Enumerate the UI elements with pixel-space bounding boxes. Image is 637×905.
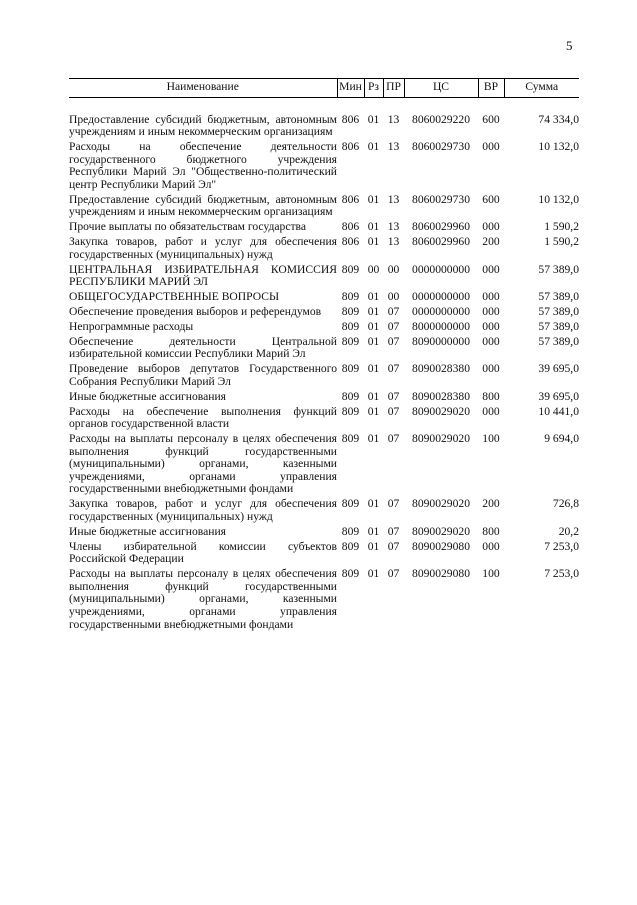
row-min: 809 <box>341 362 360 376</box>
row-rz: 01 <box>367 497 380 511</box>
row-vr: 600 <box>482 192 500 206</box>
row-rz: 01 <box>367 404 380 418</box>
row-sum: 10 441,0 <box>538 404 579 418</box>
row-vr: 100 <box>482 432 500 446</box>
table-header-row <box>69 79 579 98</box>
row-pr: 07 <box>387 362 400 376</box>
row-cs: 8090029080 <box>412 539 470 553</box>
header-rz: Рз <box>364 79 383 98</box>
row-pr: 07 <box>387 497 400 511</box>
row-min: 809 <box>341 432 360 446</box>
table-row <box>69 97 579 141</box>
row-vr: 200 <box>482 235 500 249</box>
row-name: Расходы на обеспечение выполнения функций органов государственной власти <box>69 404 337 431</box>
row-min: 809 <box>341 389 360 403</box>
row-vr: 000 <box>482 304 500 318</box>
row-pr: 07 <box>387 389 400 403</box>
row-sum: 57 389,0 <box>538 304 579 318</box>
header-cs: ЦС <box>404 79 478 98</box>
row-min: 806 <box>341 220 360 234</box>
row-vr: 000 <box>482 140 500 154</box>
row-name: Предоставление субсидий бюджетным, автономным учреждениям и иным некоммерческим организациям <box>69 192 337 219</box>
row-pr: 13 <box>387 192 400 206</box>
row-vr: 800 <box>482 524 500 538</box>
row-min: 809 <box>341 334 360 348</box>
row-min: 809 <box>341 304 360 318</box>
row-vr: 200 <box>482 497 500 511</box>
row-rz: 01 <box>367 235 380 249</box>
header-pr: ПР <box>383 79 404 98</box>
row-vr: 000 <box>482 220 500 234</box>
row-rz: 01 <box>367 567 380 581</box>
row-cs: 8090029080 <box>412 567 470 581</box>
row-min: 806 <box>341 112 360 126</box>
table-row <box>69 291 579 306</box>
row-vr: 000 <box>482 319 500 333</box>
table-row <box>69 406 579 433</box>
row-name: Закупка товаров, работ и услуг для обеспечения государственных (муниципальных) нужд <box>69 235 337 261</box>
row-rz: 01 <box>367 524 380 538</box>
table-row <box>69 433 579 498</box>
row-name: ОБЩЕГОСУДАРСТВЕННЫЕ ВОПРОСЫ <box>69 290 280 304</box>
row-vr: 000 <box>482 539 500 553</box>
row-cs: 8090029020 <box>412 524 470 538</box>
table-row <box>69 336 579 363</box>
row-min: 809 <box>341 404 360 418</box>
row-sum: 57 389,0 <box>538 319 579 333</box>
row-pr: 07 <box>387 334 400 348</box>
row-cs: 8090029020 <box>412 432 470 446</box>
row-rz: 01 <box>367 304 380 318</box>
row-name: Расходы на выплаты персоналу в целях обеспечения выполнения функций государственными (муниципальными) органами, казенными учреждениями, органами управления государственными внебюджетными фондами <box>69 432 337 496</box>
row-min: 809 <box>341 567 360 581</box>
page-number: 5 <box>566 38 573 53</box>
row-rz: 01 <box>367 319 380 333</box>
row-sum: 39 695,0 <box>538 389 579 403</box>
row-rz: 00 <box>367 262 380 276</box>
row-sum: 57 389,0 <box>538 290 579 304</box>
row-name: Обеспечение деятельности Центральной избирательной комиссии Республики Марий Эл <box>69 334 337 361</box>
row-sum: 57 389,0 <box>538 262 579 276</box>
header-vr: ВР <box>478 79 504 98</box>
row-pr: 07 <box>387 432 400 446</box>
row-min: 809 <box>341 262 360 276</box>
table-row <box>69 194 579 221</box>
row-name: Расходы на обеспечение деятельности государственного бюджетного учреждения Республики Марий Эл "Общественно-политический центр Республики Марий Эл" <box>69 140 337 191</box>
row-min: 809 <box>341 290 360 304</box>
header-min: Мин <box>337 79 364 98</box>
row-name: Иные бюджетные ассигнования <box>69 524 226 538</box>
table-row <box>69 526 579 541</box>
row-min: 806 <box>341 192 360 206</box>
row-rz: 01 <box>367 290 380 304</box>
row-pr: 07 <box>387 539 400 553</box>
row-sum: 726,8 <box>552 497 579 511</box>
row-cs: 8090029020 <box>412 497 470 511</box>
row-cs: 8060029730 <box>412 140 470 154</box>
row-cs: 0000000000 <box>412 290 470 304</box>
row-cs: 8090000000 <box>412 334 470 348</box>
row-name: Расходы на выплаты персоналу в целях обеспечения выполнения функций государственными (муниципальными) органами, казенными учреждениями, органами управления государственными внебюджетными фондами <box>69 567 337 631</box>
row-min: 809 <box>341 539 360 553</box>
row-vr: 000 <box>482 362 500 376</box>
table-row <box>69 498 579 525</box>
row-pr: 07 <box>387 567 400 581</box>
row-name: Обеспечение проведения выборов и референдумов <box>69 304 322 318</box>
table-row <box>69 306 579 321</box>
row-sum: 10 132,0 <box>538 192 579 206</box>
row-min: 806 <box>341 235 360 249</box>
table-row <box>69 236 579 263</box>
row-name: Предоставление субсидий бюджетным, автономным учреждениям и иным некоммерческим организациям <box>69 112 337 139</box>
row-cs: 0000000000 <box>412 262 470 276</box>
table-row <box>69 391 579 406</box>
row-sum: 10 132,0 <box>538 140 579 154</box>
row-min: 809 <box>341 524 360 538</box>
row-vr: 600 <box>482 112 500 126</box>
header-sum: Сумма <box>504 79 579 98</box>
row-cs: 8090028380 <box>412 389 470 403</box>
row-rz: 01 <box>367 192 380 206</box>
row-sum: 57 389,0 <box>538 334 579 348</box>
row-vr: 100 <box>482 567 500 581</box>
row-rz: 01 <box>367 362 380 376</box>
row-cs: 8090029020 <box>412 404 470 418</box>
row-cs: 8060029960 <box>412 235 470 249</box>
row-pr: 00 <box>387 262 400 276</box>
row-pr: 13 <box>387 220 400 234</box>
row-rz: 01 <box>367 432 380 446</box>
row-rz: 01 <box>367 389 380 403</box>
row-sum: 7 253,0 <box>544 567 579 581</box>
row-sum: 39 695,0 <box>538 362 579 376</box>
row-pr: 13 <box>387 112 400 126</box>
row-min: 806 <box>341 140 360 154</box>
row-sum: 20,2 <box>558 524 579 538</box>
row-rz: 01 <box>367 334 380 348</box>
row-sum: 1 590,2 <box>544 220 579 234</box>
table-row <box>69 541 579 568</box>
row-name: Члены избирательной комиссии субъектов Российской Федерации <box>69 539 337 566</box>
row-vr: 000 <box>482 334 500 348</box>
header-name: Наименование <box>69 79 337 98</box>
row-sum: 7 253,0 <box>544 539 579 553</box>
row-sum: 9 694,0 <box>544 432 579 446</box>
row-name: Прочие выплаты по обязательствам государства <box>69 220 306 234</box>
row-min: 809 <box>341 497 360 511</box>
row-vr: 000 <box>482 290 500 304</box>
row-pr: 07 <box>387 319 400 333</box>
table-row <box>69 141 579 194</box>
row-pr: 00 <box>387 290 400 304</box>
table-row <box>69 264 579 291</box>
row-cs: 8060029220 <box>412 112 470 126</box>
row-name: Закупка товаров, работ и услуг для обеспечения государственных (муниципальных) нужд <box>69 497 337 523</box>
row-vr: 000 <box>482 262 500 276</box>
row-cs: 8090028380 <box>412 362 470 376</box>
row-name: Проведение выборов депутатов Государственного Собрания Республики Марий Эл <box>69 362 337 388</box>
table-row <box>69 221 579 236</box>
row-cs: 8060029960 <box>412 220 470 234</box>
row-cs: 8060029730 <box>412 192 470 206</box>
row-rz: 01 <box>367 140 380 154</box>
row-pr: 07 <box>387 404 400 418</box>
row-pr: 13 <box>387 235 400 249</box>
row-sum: 1 590,2 <box>544 235 579 249</box>
row-cs: 0000000000 <box>412 304 470 318</box>
row-sum: 74 334,0 <box>538 112 579 126</box>
row-name: Непрограммные расходы <box>69 319 194 333</box>
row-vr: 800 <box>482 389 500 403</box>
row-rz: 01 <box>367 220 380 234</box>
row-vr: 000 <box>482 404 500 418</box>
row-cs: 8000000000 <box>412 319 470 333</box>
row-min: 809 <box>341 319 360 333</box>
row-rz: 01 <box>367 112 380 126</box>
budget-table <box>69 78 579 634</box>
table-row <box>69 568 579 633</box>
row-name: Иные бюджетные ассигнования <box>69 389 226 403</box>
row-pr: 13 <box>387 140 400 154</box>
table-row <box>69 321 579 336</box>
row-pr: 07 <box>387 524 400 538</box>
table-row <box>69 363 579 390</box>
row-rz: 01 <box>367 539 380 553</box>
row-name: ЦЕНТРАЛЬНАЯ ИЗБИРАТЕЛЬНАЯ КОМИССИЯ РЕСПУБЛИКИ МАРИЙ ЭЛ <box>69 262 337 289</box>
row-pr: 07 <box>387 304 400 318</box>
